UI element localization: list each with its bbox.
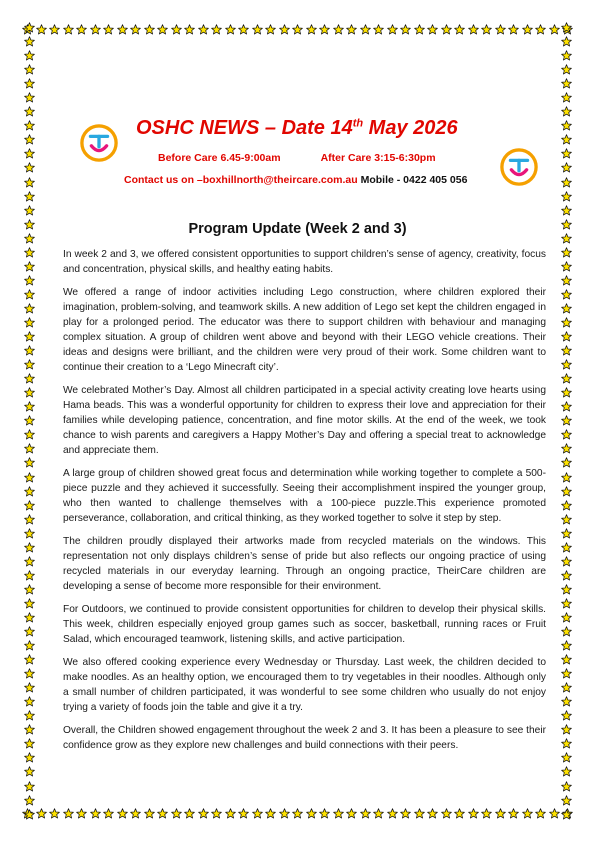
star-icon [306,808,317,819]
star-icon [24,626,35,637]
star-icon [24,556,35,567]
contact-email: Contact us on –boxhillnorth@theircare.com.au [124,174,358,186]
paragraph: For Outdoors, we continued to provide consistent opportunities for children to develop their physical skills. This week, children especially enjoyed group games such as soccer, basketball, running races or Fruit Salad, which encouraged teamwork, listening skills, and active participation. [63,604,546,645]
star-icon [561,247,572,258]
paragraph: We celebrated Mother’s Day. Almost all children participated in a special activity creating love hearts using Hama beads. This was a wonderful opportunity for children to express their love and appreciation for their families while developing patience, concentration, and fine motor skills. At the end of the week, we took chance to wish parents and caregivers a Happy Mother’s Day and offering a special treat to acknowledge and appreciate them. [63,385,546,456]
star-icon [360,24,371,35]
star-icon [561,486,572,497]
star-icon [414,808,425,819]
star-icon [481,24,492,35]
star-icon [225,808,236,819]
star-icon [561,809,572,820]
star-icon [24,668,35,679]
star-icon [171,808,182,819]
star-icon [561,457,572,468]
star-icon [561,514,572,525]
star-icon [117,808,128,819]
star-icon [441,24,452,35]
star-icon [24,598,35,609]
paragraph: A large group of children showed great focus and determination while working together to complete a 500-piece puzzle and they achieved it successfully. Seeing their accomplishment inspired the younger group, who then wanted to challenge themselves with a 100-piece puzzle.This experience promoted perseverance, collaboration, and critical thinking, as they worked together to solve it step by step. [63,468,546,524]
star-icon [561,289,572,300]
star-border-right [559,22,573,820]
star-icon [63,24,74,35]
star-border-bottom [22,806,573,820]
star-icon [561,303,572,314]
star-icon [24,50,35,61]
star-icon [144,808,155,819]
star-icon [24,205,35,216]
star-icon [24,317,35,328]
star-icon [24,22,35,33]
star-icon [103,24,114,35]
star-icon [36,808,47,819]
star-icon [561,752,572,763]
star-icon [76,24,87,35]
star-icon [561,387,572,398]
star-icon [24,415,35,426]
star-icon [561,766,572,777]
star-icon [24,191,35,202]
star-icon [184,24,195,35]
star-icon [292,808,303,819]
star-icon [24,486,35,497]
star-icon [561,162,572,173]
program-update-body [63,247,546,761]
star-icon [400,808,411,819]
star-icon [24,640,35,651]
star-icon [561,584,572,595]
star-icon [495,808,506,819]
star-icon [561,177,572,188]
star-icon [561,205,572,216]
star-icon [561,191,572,202]
star-icon [373,24,384,35]
star-icon [24,289,35,300]
paragraph: In week 2 and 3, we offered consistent opportunities to support children’s sense of agency, creativity, focus and concentration, physical skills, and healthy eating habits. [63,249,546,275]
star-icon [279,24,290,35]
star-icon [24,528,35,539]
star-icon [24,738,35,749]
star-icon [76,808,87,819]
star-icon [279,808,290,819]
star-icon [561,317,572,328]
star-icon [561,106,572,117]
star-icon [24,134,35,145]
star-icon [24,795,35,806]
star-icon [36,24,47,35]
paragraph: The children proudly displayed their artworks made from recycled materials on the windows. This representation not only displays children’s sense of pride but also reflects our ongoing practice of using recycled materials in our everyday learning. Through an ongoing practice, TheirCare children are developing a sense of become more responsible for their environment. [63,536,546,592]
star-icon [24,78,35,89]
star-icon [561,429,572,440]
star-icon [24,401,35,412]
star-icon [454,808,465,819]
star-border-top [22,22,573,36]
star-icon [561,78,572,89]
star-icon [561,64,572,75]
star-icon [24,148,35,159]
star-icon [24,303,35,314]
star-icon [522,808,533,819]
star-icon [225,24,236,35]
star-icon [157,808,168,819]
star-icon [561,781,572,792]
star-icon [561,640,572,651]
star-icon [561,275,572,286]
star-icon [24,542,35,553]
star-icon [24,781,35,792]
star-icon [561,415,572,426]
star-icon [24,429,35,440]
star-icon [561,134,572,145]
star-icon [252,808,263,819]
star-icon [346,808,357,819]
star-icon [24,457,35,468]
star-icon [346,24,357,35]
star-icon [561,710,572,721]
star-icon [292,24,303,35]
star-icon [24,809,35,820]
star-icon [171,24,182,35]
star-icon [561,738,572,749]
star-icon [561,22,572,33]
star-icon [400,24,411,35]
star-icon [306,24,317,35]
star-icon [24,570,35,581]
newsletter-title: OSHC NEWS – Date 14th May 2026 [136,117,458,139]
star-icon [24,92,35,103]
contact-mobile: Mobile - 0422 405 056 [357,174,468,186]
star-icon [561,120,572,131]
section-title: Program Update (Week 2 and 3) [188,221,407,237]
star-icon [333,24,344,35]
star-icon [373,808,384,819]
star-icon [24,514,35,525]
star-icon [49,808,60,819]
star-icon [24,177,35,188]
star-icon [24,682,35,693]
star-icon [24,387,35,398]
star-icon [561,528,572,539]
star-icon [387,808,398,819]
star-icon [561,795,572,806]
star-icon [495,24,506,35]
star-icon [157,24,168,35]
star-icon [414,24,425,35]
star-icon [481,808,492,819]
star-icon [441,808,452,819]
star-icon [238,24,249,35]
star-icon [561,261,572,272]
star-icon [319,24,330,35]
star-icon [265,808,276,819]
star-icon [468,24,479,35]
theircare-logo-icon [500,148,538,186]
star-icon [561,443,572,454]
star-icon [24,64,35,75]
star-icon [561,92,572,103]
star-icon [561,682,572,693]
star-icon [360,808,371,819]
star-icon [130,24,141,35]
star-border-left [22,22,36,820]
star-icon [561,570,572,581]
star-icon [117,24,128,35]
star-icon [24,106,35,117]
star-icon [24,373,35,384]
star-icon [24,345,35,356]
star-icon [24,36,35,47]
theircare-logo-icon [80,124,118,162]
star-icon [333,808,344,819]
star-icon [387,24,398,35]
star-icon [24,612,35,623]
star-icon [561,542,572,553]
star-icon [90,808,101,819]
star-icon [24,359,35,370]
star-icon [454,24,465,35]
star-icon [427,808,438,819]
star-icon [561,556,572,567]
star-icon [198,24,209,35]
star-icon [561,696,572,707]
star-icon [24,584,35,595]
star-icon [561,345,572,356]
star-icon [24,162,35,173]
star-icon [508,808,519,819]
star-icon [144,24,155,35]
star-icon [427,24,438,35]
star-icon [549,24,560,35]
star-icon [561,359,572,370]
star-icon [211,808,222,819]
paragraph: We offered a range of indoor activities including Lego construction, where children explored their imagination, problem-solving, and teamwork skills. A new addition of Lego set kept the children engaged in play for a prolonged period. The educator was there to support children with behaviour and managing complex situation. A group of children went above and beyond with their LEGO vehicle creations. Their ideas and designs were brilliant, and the children were very proud of their work. Some children want to continue their creation to a ‘Lego Minecraft city’. [63,287,546,373]
star-icon [24,443,35,454]
star-icon [561,500,572,511]
star-icon [561,598,572,609]
star-icon [549,808,560,819]
star-icon [24,752,35,763]
star-icon [561,50,572,61]
star-icon [130,808,141,819]
star-icon [63,808,74,819]
star-icon [184,808,195,819]
contact-line [124,174,467,186]
star-icon [561,668,572,679]
star-icon [24,696,35,707]
before-care-hours: Before Care 6.45-9:00am [158,152,281,164]
star-icon [24,261,35,272]
star-icon [561,654,572,665]
star-icon [24,275,35,286]
star-icon [508,24,519,35]
paragraph: We also offered cooking experience every Wednesday or Thursday. Last week, the children decided to make noodles. As an healthy option, we encouraged them to try vegetables in their noodles. Although only a small number of children participated, it was wonderful to see some children who usually do not enjoy trying a variety of foods join the table and give it a try. [63,657,546,713]
star-icon [535,24,546,35]
star-icon [198,808,209,819]
care-hours [158,152,436,164]
star-icon [265,24,276,35]
star-icon [49,24,60,35]
star-icon [561,626,572,637]
star-icon [468,808,479,819]
star-icon [211,24,222,35]
star-icon [319,808,330,819]
star-icon [24,500,35,511]
star-icon [561,724,572,735]
star-icon [24,766,35,777]
star-icon [561,331,572,342]
star-icon [24,472,35,483]
star-icon [24,654,35,665]
star-icon [252,24,263,35]
after-care-hours: After Care 3:15-6:30pm [320,152,436,164]
star-icon [103,808,114,819]
star-icon [522,24,533,35]
star-icon [24,710,35,721]
star-icon [561,472,572,483]
star-icon [90,24,101,35]
paragraph: Overall, the Children showed engagement throughout the week 2 and 3. It has been a pleasure to see their confidence grow as they explore new challenges and build connections with their peers. [63,725,546,751]
star-icon [24,331,35,342]
star-icon [561,373,572,384]
star-icon [24,724,35,735]
star-icon [561,148,572,159]
star-icon [238,808,249,819]
star-icon [561,36,572,47]
star-icon [24,120,35,131]
star-icon [24,247,35,258]
star-icon [561,612,572,623]
star-icon [561,401,572,412]
star-icon [535,808,546,819]
